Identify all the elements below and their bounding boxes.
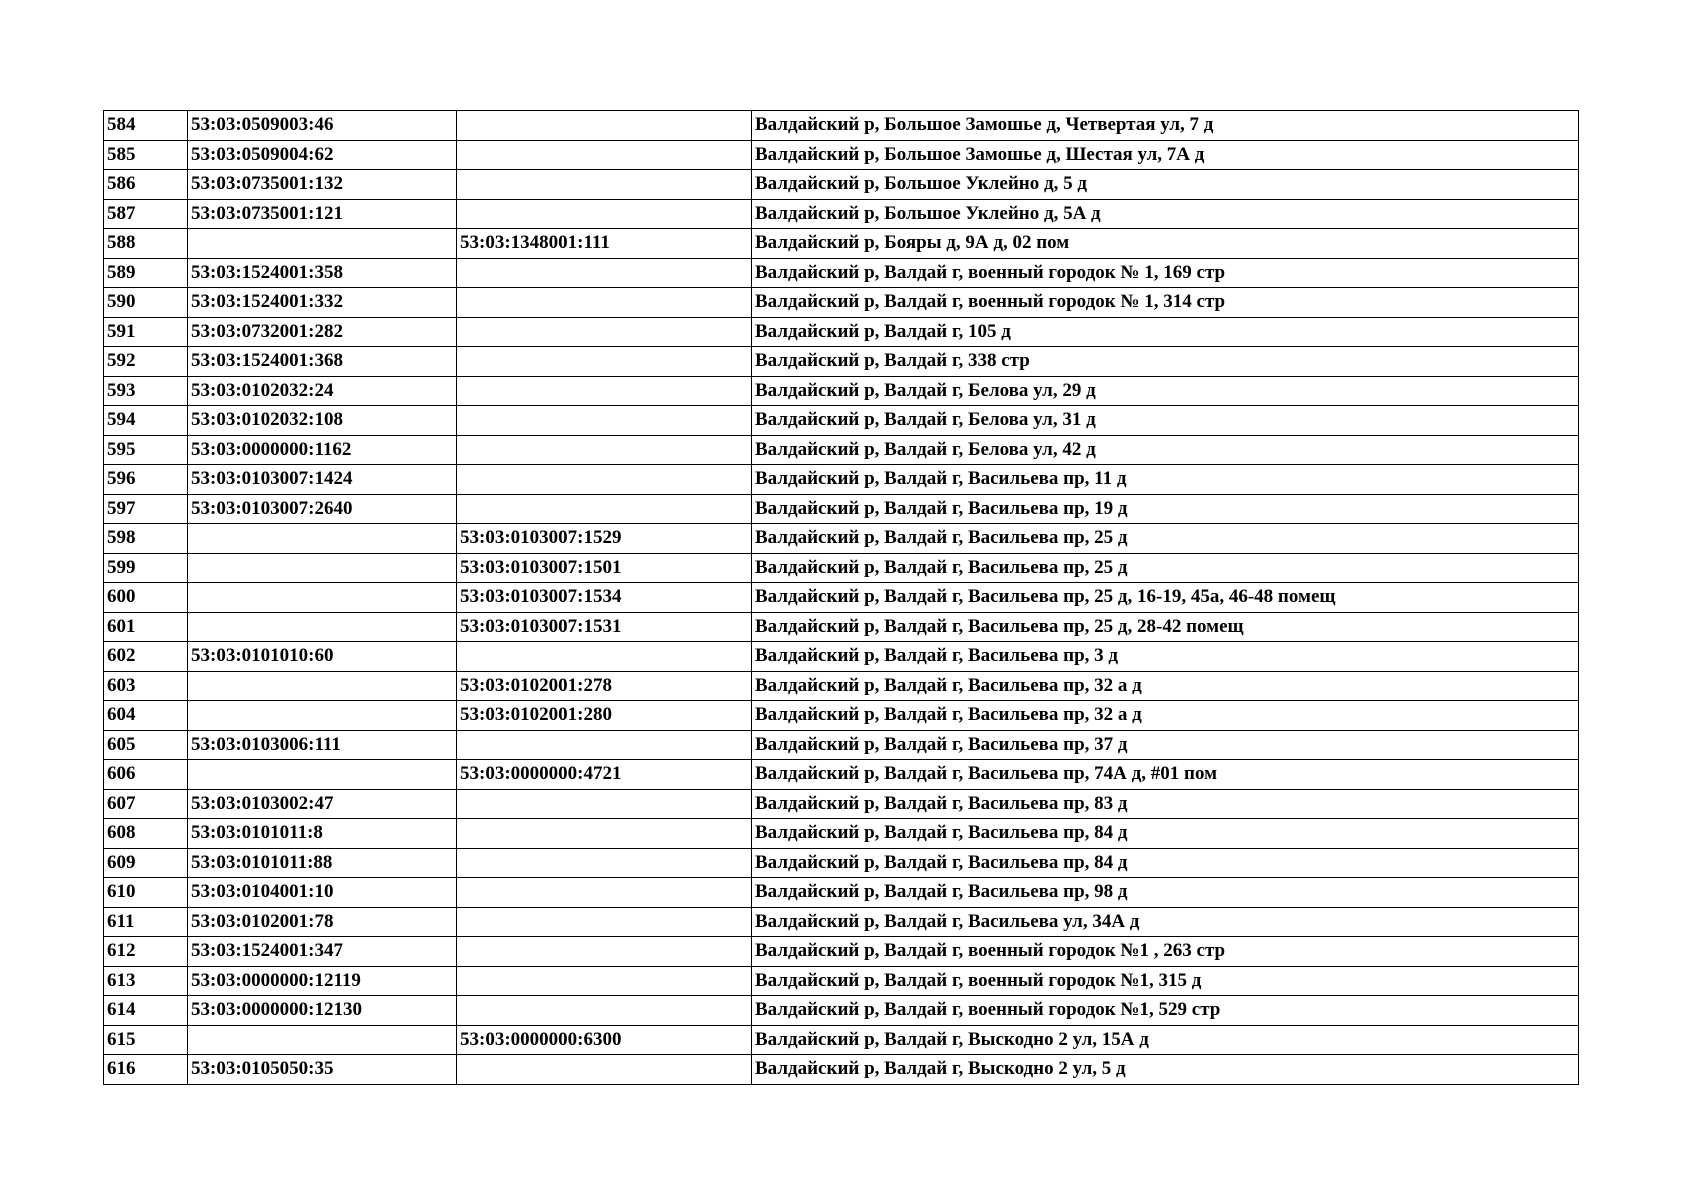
premises-cadastral-number-cell: 53:03:0000000:6300	[457, 1025, 752, 1055]
address-cell: Валдайский р, Валдай г, Васильева пр, 98 д	[752, 878, 1579, 908]
cadastral-number-cell: 53:03:0000000:1162	[188, 435, 457, 465]
table-row	[104, 642, 1579, 672]
cadastral-number-cell: 53:03:0102032:108	[188, 406, 457, 436]
table-row	[104, 258, 1579, 288]
premises-cadastral-number-cell	[457, 111, 752, 141]
row-number-cell: 596	[104, 465, 188, 495]
premises-cadastral-number-cell	[457, 435, 752, 465]
cadastral-number-cell: 53:03:0000000:12119	[188, 966, 457, 996]
cadastral-number-cell: 53:03:0102001:78	[188, 907, 457, 937]
cadastral-number-cell: 53:03:0509003:46	[188, 111, 457, 141]
row-number-cell: 598	[104, 524, 188, 554]
row-number-cell: 608	[104, 819, 188, 849]
cadastral-number-cell: 53:03:0103002:47	[188, 789, 457, 819]
row-number-cell: 594	[104, 406, 188, 436]
address-cell: Валдайский р, Бояры д, 9А д, 02 пом	[752, 229, 1579, 259]
address-cell: Валдайский р, Валдай г, Васильева пр, 3 д	[752, 642, 1579, 672]
table-row	[104, 465, 1579, 495]
cadastral-number-cell: 53:03:0732001:282	[188, 317, 457, 347]
table-row	[104, 730, 1579, 760]
table-row	[104, 996, 1579, 1026]
premises-cadastral-number-cell	[457, 937, 752, 967]
premises-cadastral-number-cell: 53:03:0103007:1531	[457, 612, 752, 642]
table-row	[104, 878, 1579, 908]
address-cell: Валдайский р, Валдай г, Васильева пр, 25 д	[752, 553, 1579, 583]
table-row	[104, 612, 1579, 642]
table-row	[104, 376, 1579, 406]
cadastral-number-cell: 53:03:0509004:62	[188, 140, 457, 170]
table-row	[104, 494, 1579, 524]
row-number-cell: 607	[104, 789, 188, 819]
row-number-cell: 610	[104, 878, 188, 908]
table-row	[104, 435, 1579, 465]
premises-cadastral-number-cell	[457, 258, 752, 288]
table-row	[104, 701, 1579, 731]
table-row	[104, 907, 1579, 937]
address-cell: Валдайский р, Валдай г, Васильева пр, 19 д	[752, 494, 1579, 524]
premises-cadastral-number-cell: 53:03:0102001:280	[457, 701, 752, 731]
row-number-cell: 606	[104, 760, 188, 790]
premises-cadastral-number-cell	[457, 730, 752, 760]
address-cell: Валдайский р, Валдай г, Васильева пр, 32 а д	[752, 701, 1579, 731]
address-cell: Валдайский р, Валдай г, Васильева пр, 32 а д	[752, 671, 1579, 701]
row-number-cell: 588	[104, 229, 188, 259]
address-cell: Валдайский р, Валдай г, военный городок №1, 529 стр	[752, 996, 1579, 1026]
premises-cadastral-number-cell: 53:03:0103007:1534	[457, 583, 752, 613]
table-row	[104, 848, 1579, 878]
address-cell: Валдайский р, Валдай г, Васильева пр, 83 д	[752, 789, 1579, 819]
table-row	[104, 819, 1579, 849]
table-row	[104, 671, 1579, 701]
premises-cadastral-number-cell	[457, 288, 752, 318]
address-cell: Валдайский р, Валдай г, Васильева пр, 25 д, 28-42 помещ	[752, 612, 1579, 642]
premises-cadastral-number-cell	[457, 494, 752, 524]
premises-cadastral-number-cell	[457, 376, 752, 406]
row-number-cell: 590	[104, 288, 188, 318]
cadastral-number-cell: 53:03:0103006:111	[188, 730, 457, 760]
table-row	[104, 199, 1579, 229]
row-number-cell: 591	[104, 317, 188, 347]
address-cell: Валдайский р, Валдай г, Васильева пр, 74А д, #01 пом	[752, 760, 1579, 790]
property-registry-table	[103, 110, 1579, 1085]
row-number-cell: 587	[104, 199, 188, 229]
cadastral-number-cell: 53:03:0105050:35	[188, 1055, 457, 1085]
row-number-cell: 615	[104, 1025, 188, 1055]
premises-cadastral-number-cell	[457, 1055, 752, 1085]
address-cell: Валдайский р, Валдай г, Васильева пр, 25 д, 16-19, 45а, 46-48 помещ	[752, 583, 1579, 613]
table-row	[104, 347, 1579, 377]
row-number-cell: 597	[104, 494, 188, 524]
row-number-cell: 599	[104, 553, 188, 583]
cadastral-number-cell	[188, 701, 457, 731]
table-row	[104, 1055, 1579, 1085]
premises-cadastral-number-cell	[457, 642, 752, 672]
cadastral-number-cell	[188, 612, 457, 642]
premises-cadastral-number-cell	[457, 878, 752, 908]
row-number-cell: 585	[104, 140, 188, 170]
cadastral-number-cell: 53:03:1524001:332	[188, 288, 457, 318]
premises-cadastral-number-cell: 53:03:1348001:111	[457, 229, 752, 259]
row-number-cell: 602	[104, 642, 188, 672]
cadastral-number-cell	[188, 1025, 457, 1055]
row-number-cell: 589	[104, 258, 188, 288]
table-row	[104, 583, 1579, 613]
table-row	[104, 789, 1579, 819]
premises-cadastral-number-cell	[457, 907, 752, 937]
row-number-cell: 595	[104, 435, 188, 465]
premises-cadastral-number-cell: 53:03:0103007:1529	[457, 524, 752, 554]
premises-cadastral-number-cell	[457, 170, 752, 200]
row-number-cell: 614	[104, 996, 188, 1026]
table-row	[104, 288, 1579, 318]
table-row	[104, 170, 1579, 200]
row-number-cell: 592	[104, 347, 188, 377]
cadastral-number-cell	[188, 553, 457, 583]
row-number-cell: 601	[104, 612, 188, 642]
table-row	[104, 406, 1579, 436]
address-cell: Валдайский р, Большое Уклейно д, 5 д	[752, 170, 1579, 200]
address-cell: Валдайский р, Валдай г, Белова ул, 42 д	[752, 435, 1579, 465]
row-number-cell: 611	[104, 907, 188, 937]
address-cell: Валдайский р, Большое Замошье д, Четвертая ул, 7 д	[752, 111, 1579, 141]
table-row	[104, 760, 1579, 790]
row-number-cell: 603	[104, 671, 188, 701]
address-cell: Валдайский р, Валдай г, военный городок №1 , 263 стр	[752, 937, 1579, 967]
premises-cadastral-number-cell: 53:03:0103007:1501	[457, 553, 752, 583]
table-row	[104, 966, 1579, 996]
cadastral-number-cell	[188, 671, 457, 701]
table-row	[104, 140, 1579, 170]
row-number-cell: 584	[104, 111, 188, 141]
address-cell: Валдайский р, Валдай г, Белова ул, 31 д	[752, 406, 1579, 436]
row-number-cell: 586	[104, 170, 188, 200]
address-cell: Валдайский р, Валдай г, Васильева пр, 84 д	[752, 819, 1579, 849]
address-cell: Валдайский р, Валдай г, Васильева пр, 37 д	[752, 730, 1579, 760]
row-number-cell: 609	[104, 848, 188, 878]
cadastral-number-cell: 53:03:0000000:12130	[188, 996, 457, 1026]
address-cell: Валдайский р, Большое Уклейно д, 5А д	[752, 199, 1579, 229]
cadastral-number-cell	[188, 583, 457, 613]
address-cell: Валдайский р, Валдай г, военный городок №1, 315 д	[752, 966, 1579, 996]
row-number-cell: 593	[104, 376, 188, 406]
table-row	[104, 317, 1579, 347]
address-cell: Валдайский р, Валдай г, военный городок № 1, 169 стр	[752, 258, 1579, 288]
cadastral-number-cell: 53:03:0735001:132	[188, 170, 457, 200]
premises-cadastral-number-cell	[457, 819, 752, 849]
address-cell: Валдайский р, Валдай г, 105 д	[752, 317, 1579, 347]
address-cell: Валдайский р, Валдай г, Белова ул, 29 д	[752, 376, 1579, 406]
row-number-cell: 600	[104, 583, 188, 613]
address-cell: Валдайский р, Большое Замошье д, Шестая ул, 7А д	[752, 140, 1579, 170]
premises-cadastral-number-cell	[457, 465, 752, 495]
premises-cadastral-number-cell	[457, 347, 752, 377]
table-row	[104, 937, 1579, 967]
cadastral-number-cell: 53:03:0102032:24	[188, 376, 457, 406]
cadastral-number-cell: 53:03:0104001:10	[188, 878, 457, 908]
row-number-cell: 613	[104, 966, 188, 996]
cadastral-number-cell: 53:03:0735001:121	[188, 199, 457, 229]
premises-cadastral-number-cell	[457, 996, 752, 1026]
cadastral-number-cell: 53:03:0101011:88	[188, 848, 457, 878]
premises-cadastral-number-cell	[457, 789, 752, 819]
address-cell: Валдайский р, Валдай г, Выскодно 2 ул, 15А д	[752, 1025, 1579, 1055]
address-cell: Валдайский р, Валдай г, Васильева пр, 11 д	[752, 465, 1579, 495]
cadastral-number-cell	[188, 760, 457, 790]
row-number-cell: 612	[104, 937, 188, 967]
premises-cadastral-number-cell: 53:03:0000000:4721	[457, 760, 752, 790]
cadastral-number-cell	[188, 524, 457, 554]
cadastral-number-cell: 53:03:0101010:60	[188, 642, 457, 672]
address-cell: Валдайский р, Валдай г, Васильева пр, 84 д	[752, 848, 1579, 878]
cadastral-number-cell: 53:03:1524001:368	[188, 347, 457, 377]
premises-cadastral-number-cell: 53:03:0102001:278	[457, 671, 752, 701]
premises-cadastral-number-cell	[457, 199, 752, 229]
premises-cadastral-number-cell	[457, 848, 752, 878]
table-row	[104, 1025, 1579, 1055]
cadastral-number-cell	[188, 229, 457, 259]
cadastral-number-cell: 53:03:0101011:8	[188, 819, 457, 849]
cadastral-number-cell: 53:03:0103007:1424	[188, 465, 457, 495]
cadastral-number-cell: 53:03:1524001:358	[188, 258, 457, 288]
cadastral-number-cell: 53:03:1524001:347	[188, 937, 457, 967]
address-cell: Валдайский р, Валдай г, Васильева пр, 25 д	[752, 524, 1579, 554]
premises-cadastral-number-cell	[457, 140, 752, 170]
address-cell: Валдайский р, Валдай г, 338 стр	[752, 347, 1579, 377]
address-cell: Валдайский р, Валдай г, Выскодно 2 ул, 5 д	[752, 1055, 1579, 1085]
table-row	[104, 553, 1579, 583]
premises-cadastral-number-cell	[457, 317, 752, 347]
premises-cadastral-number-cell	[457, 966, 752, 996]
address-cell: Валдайский р, Валдай г, Васильева ул, 34А д	[752, 907, 1579, 937]
premises-cadastral-number-cell	[457, 406, 752, 436]
table-row	[104, 229, 1579, 259]
row-number-cell: 604	[104, 701, 188, 731]
table-row	[104, 524, 1579, 554]
row-number-cell: 616	[104, 1055, 188, 1085]
registry-table-body	[104, 111, 1579, 1085]
table-row	[104, 111, 1579, 141]
cadastral-number-cell: 53:03:0103007:2640	[188, 494, 457, 524]
row-number-cell: 605	[104, 730, 188, 760]
address-cell: Валдайский р, Валдай г, военный городок № 1, 314 стр	[752, 288, 1579, 318]
